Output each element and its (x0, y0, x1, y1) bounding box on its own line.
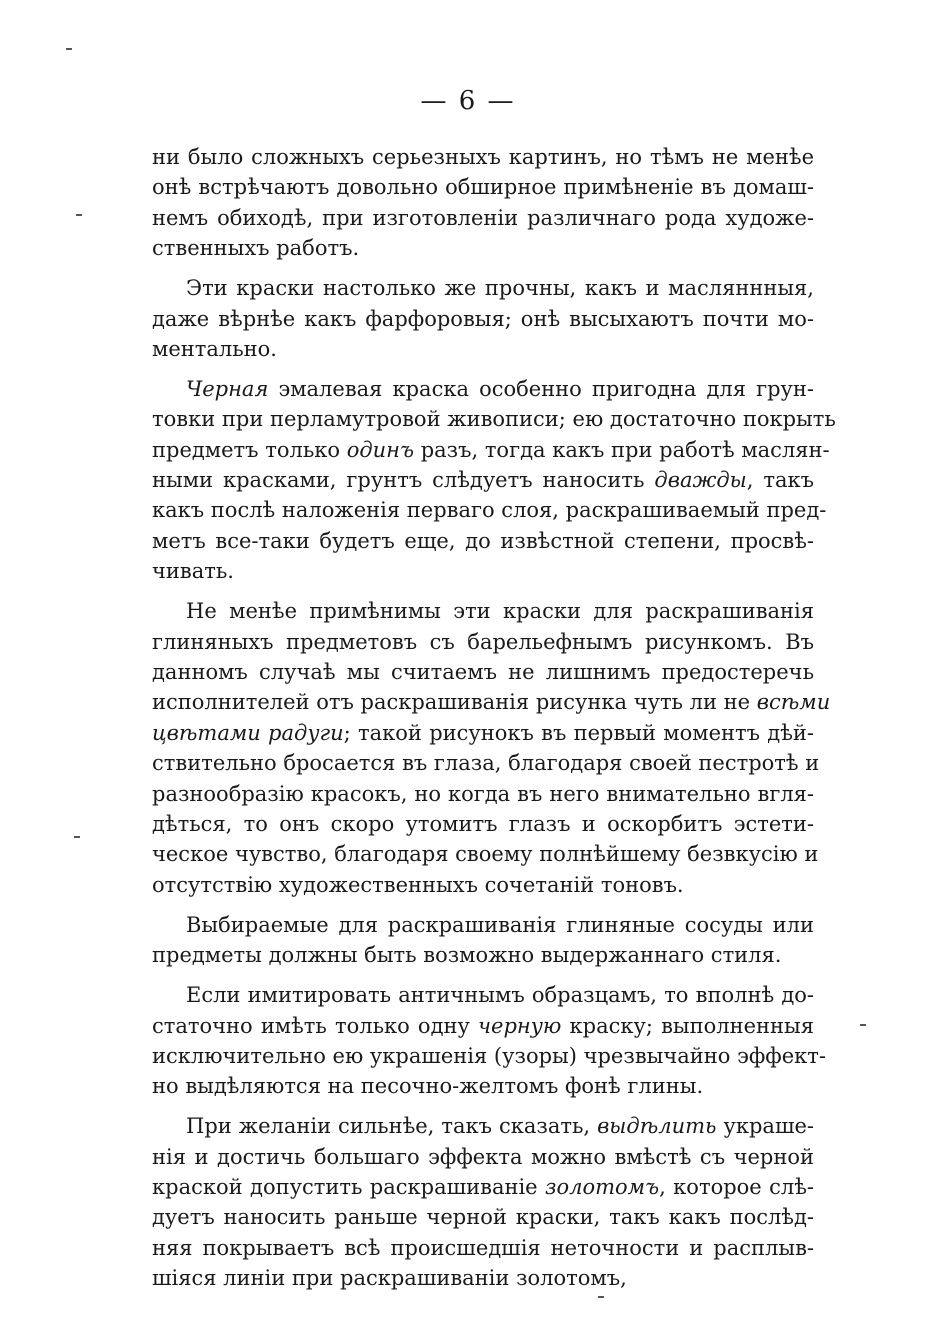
text-line: метъ все-таки будетъ еще, до извѣстной степени, просвѣ- (152, 528, 814, 553)
paragraph-4 (152, 596, 831, 900)
scan-speck (66, 48, 72, 50)
paragraph-3 (152, 374, 836, 587)
text-line: ственныхъ работъ. (152, 236, 360, 261)
text-line: цвѣтами радуги; такой рисунокъ въ первый моментъ дѣй- (152, 720, 814, 745)
text-line: какъ послѣ наложенія перваго слоя, раскрашиваемый пред- (152, 498, 827, 523)
text-line: дѣться, то онъ скоро утомитъ глазъ и оскорбитъ эстети- (152, 811, 814, 836)
paragraph-2 (152, 273, 814, 364)
text-line: отсутствію художественныхъ сочетаній тоновъ. (152, 872, 684, 897)
paragraph-6 (152, 980, 826, 1102)
text-line: разнообразію красокъ, но когда въ него внимательно вгля- (152, 781, 814, 806)
scan-speck (76, 214, 82, 216)
text-line: Выбираемые для раскрашиванія глиняные сосуды или (186, 912, 814, 937)
text-line: товки при перламутровой живописи; ею достаточно покрыть (152, 407, 836, 432)
scan-speck (74, 836, 80, 838)
scan-speck (598, 1296, 604, 1298)
page-number: — 6 — (420, 86, 516, 116)
italic-term: дважды (654, 468, 747, 493)
scan-speck (860, 1024, 866, 1026)
italic-term: черную (477, 1013, 562, 1038)
text-line: исключительно ею украшенія (узоры) чрезвычайно эффект- (152, 1043, 826, 1068)
italic-term: выдѣлить (597, 1114, 717, 1139)
text-line: ствительно бросается въ глаза, благодаря своей пестротѣ и (152, 751, 820, 776)
text-line: ческое чувство, благодаря своему полнѣйшему безвкусію и (152, 842, 819, 867)
text-line: шіяся линіи при раскрашиваніи золотомъ, (152, 1266, 627, 1291)
text-line: онѣ встрѣчаютъ довольно обширное примѣненіе въ домаш- (152, 175, 814, 200)
italic-term: Черная (186, 376, 269, 401)
text-line: нія и достичь большаго эффекта можно вмѣстѣ съ черной (152, 1144, 814, 1169)
italic-term: цвѣтами радуги (152, 720, 344, 745)
text-line: ни было сложныхъ серьезныхъ картинъ, но тѣмъ не менѣе (152, 145, 814, 169)
text-line: предметы должны быть возможно выдержаннаго стиля. (152, 943, 782, 968)
text-line: даже вѣрнѣе какъ фарфоровыя; онѣ высыхаютъ почти мо- (152, 306, 814, 331)
paragraph-5 (152, 910, 814, 971)
body-text (152, 142, 836, 1303)
text-line: Эти краски настолько же прочны, какъ и масляннныя, (186, 276, 814, 301)
text-line: Если имитировать античнымъ образцамъ, то вполнѣ до- (186, 983, 814, 1008)
text-line: При желаніи сильнѣе, такъ сказать, выдѣлить украше- (186, 1114, 814, 1139)
text-line: ными красками, грунтъ слѣдуетъ наносить дважды, такъ (152, 468, 814, 493)
paragraph-1 (152, 142, 814, 264)
text-line: дуетъ наносить раньше черной краски, такъ какъ послѣд- (152, 1205, 814, 1230)
text-line: няя покрываетъ всѣ происшедшія неточности и расплыв- (152, 1235, 814, 1260)
text-line: но выдѣляются на песочно-желтомъ фонѣ глины. (152, 1074, 704, 1099)
text-line: данномъ случаѣ мы считаемъ не лишнимъ предостеречь (152, 660, 814, 685)
italic-term: всѣми (756, 690, 831, 715)
text-line: глиняныхъ предметовъ съ барельефнымъ рисункомъ. Въ (152, 629, 814, 654)
paragraph-7 (152, 1111, 814, 1293)
text-line: немъ обиходѣ, при изготовленіи различнаго рода художе- (152, 205, 814, 230)
text-line: краской допустить раскрашиваніе золотомъ, которое слѣ- (152, 1175, 814, 1200)
text-line: чивать. (152, 559, 234, 584)
text-line: Не менѣе примѣнимы эти краски для раскрашиванія (186, 599, 814, 624)
text-line: ментально. (152, 336, 277, 361)
text-line: Черная эмалевая краска особенно пригодна для грун- (186, 376, 814, 401)
italic-term: одинъ (346, 437, 415, 462)
text-line: предметъ только одинъ разъ, тогда какъ при работѣ маслян- (152, 437, 830, 462)
text-line: статочно имѣть только одну черную краску; выполненныя (152, 1013, 814, 1038)
italic-term: золотомъ (545, 1175, 660, 1200)
text-line: исполнителей отъ раскрашиванія рисунка чуть ли не всѣми (152, 690, 831, 715)
